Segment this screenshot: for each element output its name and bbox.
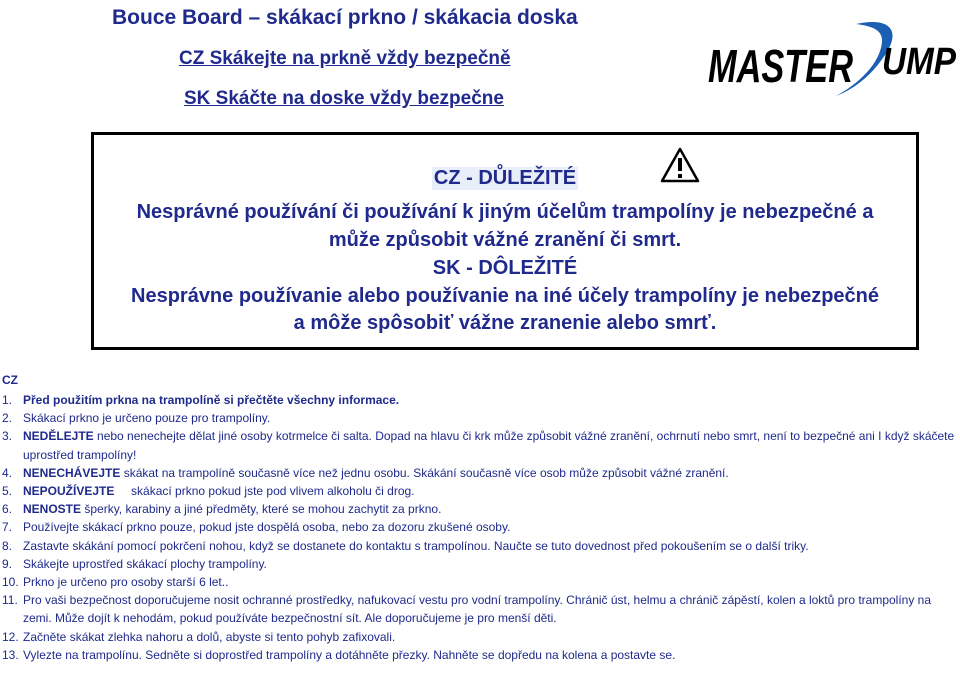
- list-item: [2, 628, 958, 646]
- list-item: [2, 391, 958, 409]
- item-bold-text: Před použitím prkna na trampolíně si přečtěte všechny informace.: [23, 393, 400, 407]
- item-bold-text: NEDĚLEJTE: [23, 429, 94, 444]
- item-bold-text: NENOSTE: [23, 502, 82, 517]
- master-jump-logo: [706, 18, 958, 100]
- item-number: 10.: [2, 575, 19, 590]
- item-text: Skákací prkno je určeno pouze pro trampolíny.: [23, 411, 271, 426]
- item-text: Pro vaši bezpečnost doporučujeme nosit ochranné prostředky, nafukovací vestu pro vodní trampolíny. Chránič úst, helmu a chránič zápěstí, kolen a loktů pro trampolíny na zemi. Může dojít k nehodám, pokud používáte bezpečnostní sít. Ale doporučujeme je pro menší děti.: [23, 593, 932, 626]
- logo-text-ump: UMP: [882, 41, 957, 83]
- list-item: [2, 500, 958, 518]
- item-text: Vylezte na trampolínu. Sedněte si doprostřed trampolíny a dotáhněte přezky. Nahněte se dopředu na kolena a postavte se.: [23, 647, 676, 662]
- item-number: 6.: [2, 502, 13, 517]
- subtitle-sk: SK Skáčte na doske vždy bezpečne: [184, 88, 504, 109]
- list-item: [2, 409, 958, 427]
- list-item: [2, 518, 958, 536]
- warning-triangle-icon: [660, 147, 700, 183]
- list-item: [2, 537, 958, 555]
- list-item: [2, 555, 958, 573]
- list-item: [2, 464, 958, 482]
- item-text: Prkno je určeno pro osoby starší 6 let..: [23, 575, 229, 590]
- language-label-cz: CZ: [2, 373, 18, 387]
- warning-box: [91, 132, 919, 350]
- list-item: [2, 573, 958, 591]
- item-number: 1.: [2, 393, 13, 407]
- warning-text-cz-line2: může způsobit vážné zranění či smrt.: [328, 229, 682, 251]
- list-item: [2, 591, 958, 627]
- item-number: 2.: [2, 411, 13, 426]
- item-number: 12.: [2, 629, 19, 644]
- warning-text-sk-line1: Nesprávne používanie alebo používanie na iné účely trampolíny je nebezpečné: [131, 285, 879, 307]
- warning-heading-sk: SK - DÔLEŽITÉ: [432, 257, 578, 279]
- item-text: skákat na trampolíně současně více než jednu osobu. Skákání současně více osob může způsobit vážné zranění.: [120, 465, 729, 480]
- item-number: 7.: [2, 520, 13, 535]
- item-text: Skákejte uprostřed skákací plochy trampolíny.: [23, 556, 267, 571]
- item-text: Používejte skákací prkno pouze, pokud jste dospělá osoba, nebo za dozoru zkušené osoby.: [23, 520, 511, 535]
- item-text: šperky, karabiny a jiné předměty, které se mohou zachytit za prkno.: [81, 502, 442, 517]
- item-number: 3.: [2, 429, 13, 444]
- item-number: 13.: [2, 647, 19, 662]
- list-item: [2, 427, 958, 463]
- instruction-list: [2, 391, 958, 664]
- item-text: Začněte skákat zlehka nahoru a dolů, abyste si tento pohyb zafixovali.: [23, 629, 396, 644]
- item-bold-text: NENECHÁVEJTE: [23, 465, 121, 480]
- warning-heading-cz: CZ - DŮLEŽITÉ: [433, 167, 577, 189]
- item-number: 11.: [2, 593, 18, 608]
- item-bold-text: NEPOUŽÍVEJTE: [23, 484, 115, 499]
- warning-text-cz-line1: Nesprávné používání či používání k jiným účelům trampolíny je nebezpečné a: [136, 201, 874, 223]
- item-number: 5.: [2, 484, 13, 499]
- logo-text-master: MASTER: [708, 40, 853, 92]
- subtitle-cz: CZ Skákejte na prkně vždy bezpečně: [179, 48, 511, 69]
- item-text: skákací prkno pokud jste pod vlivem alkoholu či drog.: [114, 484, 415, 499]
- item-text: Zastavte skákání pomocí pokrčení nohou, když se dostanete do kontaktu s trampolínou. Naučte se tuto dovednost před pokoušením se o další triky.: [23, 538, 809, 553]
- item-number: 4.: [2, 465, 13, 480]
- list-item: [2, 482, 958, 500]
- item-number: 9.: [2, 556, 13, 571]
- document-title: Bouce Board – skákací prkno / skákacia doska: [112, 6, 578, 29]
- item-text: nebo nenechejte dělat jiné osoby kotrmelce či salta. Dopad na hlavu či krk může způsobit vážné zranění, ochrnutí nebo smrt, není to bezpečné ani I když skáčete uprostřed trampolíny!: [23, 429, 955, 462]
- warning-text-sk-line2: a môže spôsobiť vážne zranenie alebo smrť.: [293, 312, 717, 334]
- list-item: [2, 646, 958, 664]
- item-number: 8.: [2, 538, 13, 553]
